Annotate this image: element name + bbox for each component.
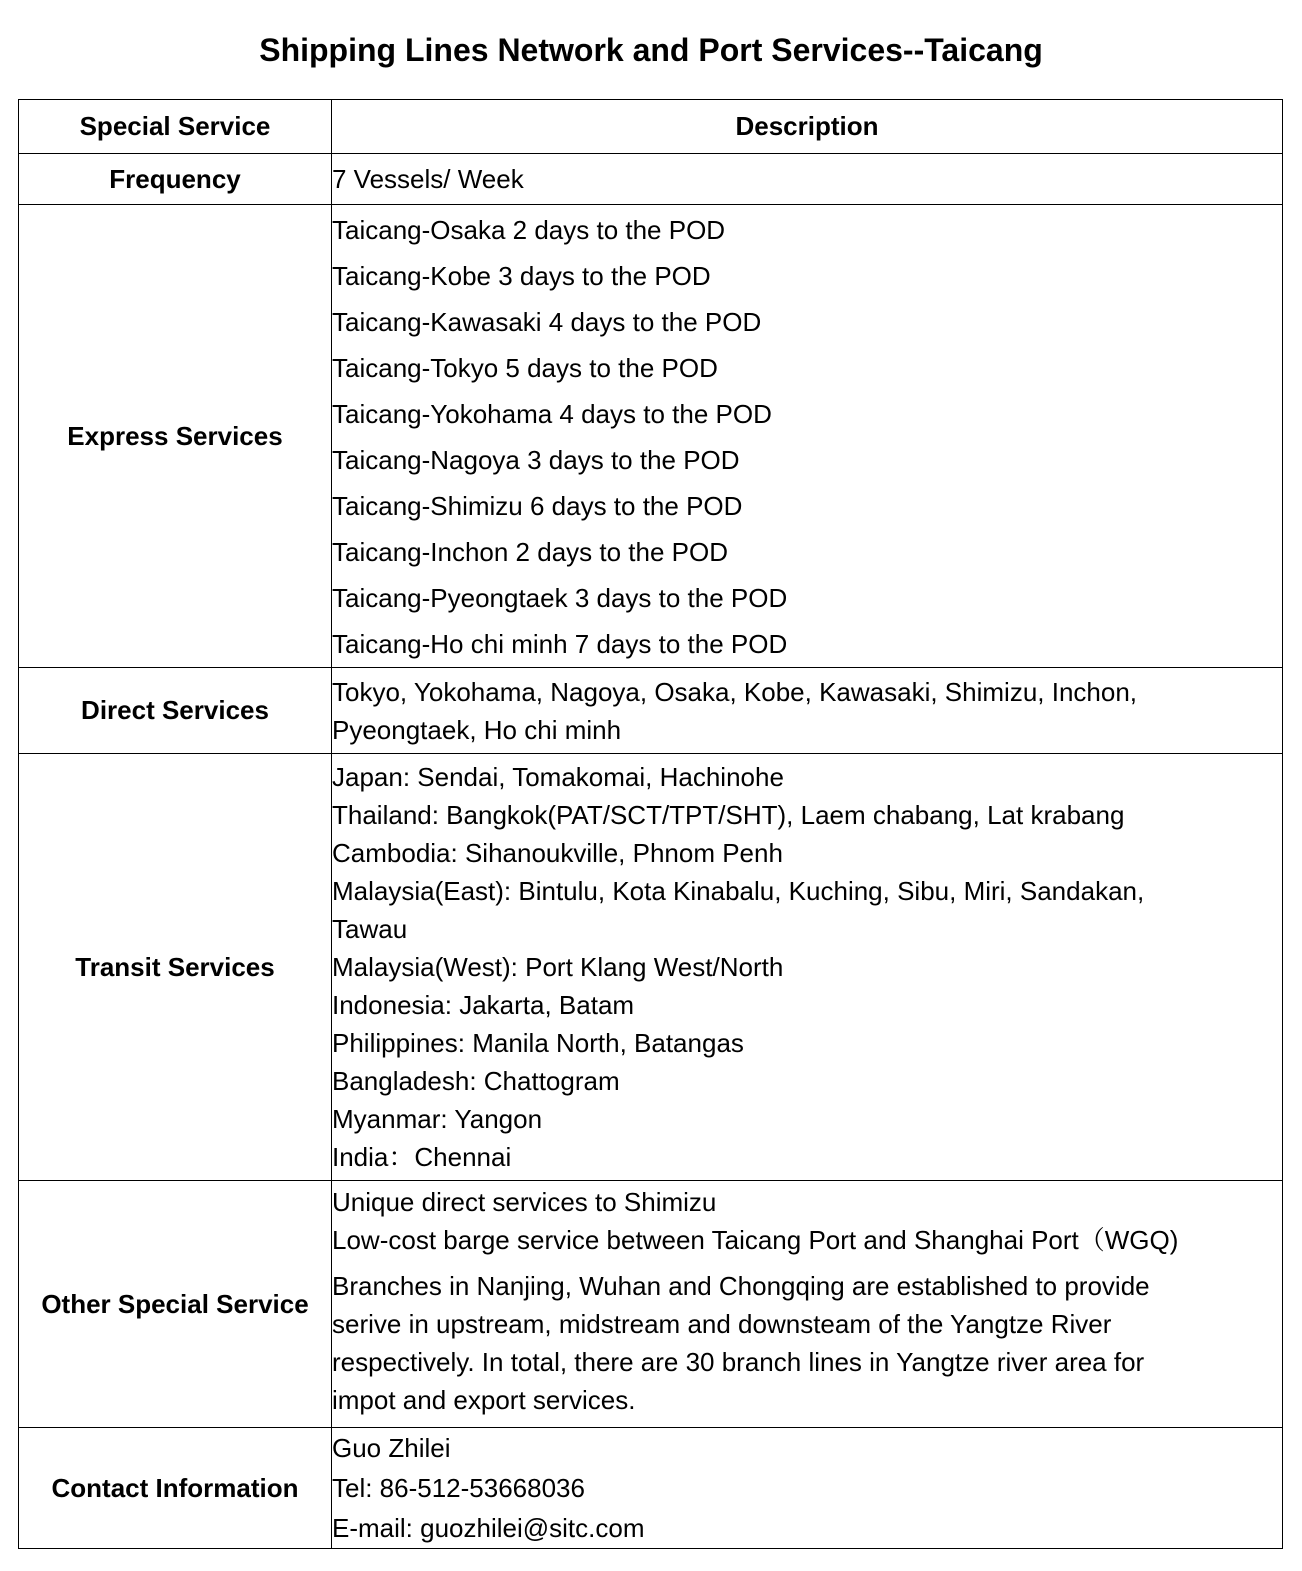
table-row	[19, 154, 1283, 205]
page-title: Shipping Lines Network and Port Services--Taicang	[259, 32, 1043, 68]
table-row	[19, 205, 1283, 668]
list-item: Taicang-Pyeongtaek 3 days to the POD	[332, 583, 788, 613]
list-item: Cambodia: Sihanoukville, Phnom Penh	[332, 838, 783, 868]
list-item: Bangladesh: Chattogram	[332, 1066, 620, 1096]
frequency-value: 7 Vessels/ Week	[332, 154, 1283, 205]
table-row	[19, 754, 1283, 1181]
paragraph-line: respectively. In total, there are 30 branch lines in Yangtze river area for	[332, 1347, 1145, 1377]
list-item: Myanmar: Yangon	[332, 1104, 543, 1134]
list-item: Low-cost barge service between Taicang Port and Shanghai Port（WGQ)	[332, 1225, 1179, 1255]
list-item: Tokyo, Yokohama, Nagoya, Osaka, Kobe, Kawasaki, Shimizu, Inchon,	[332, 676, 1138, 707]
table-header-row	[19, 100, 1283, 154]
other-services-list	[332, 1181, 1283, 1428]
list-item: Taicang-Kobe 3 days to the POD	[332, 261, 711, 291]
row-label-transit: Transit Services	[19, 754, 332, 1181]
list-item: India：Chennai	[332, 1142, 512, 1172]
list-item: Taicang-Inchon 2 days to the POD	[332, 537, 729, 567]
list-item: Tawau	[332, 914, 408, 944]
list-item: Taicang-Shimizu 6 days to the POD	[332, 491, 743, 521]
express-services-list	[332, 205, 1283, 668]
list-item: Taicang-Tokyo 5 days to the POD	[332, 353, 718, 383]
transit-services-list	[332, 754, 1283, 1181]
paragraph-line: impot and export services.	[332, 1385, 636, 1415]
services-table	[18, 99, 1283, 1549]
list-item: Taicang-Yokohama 4 days to the POD	[332, 399, 772, 429]
row-label-express: Express Services	[19, 205, 332, 668]
direct-services-list	[332, 668, 1283, 754]
list-item: Pyeongtaek, Ho chi minh	[332, 714, 622, 745]
paragraph-line: Branches in Nanjing, Wuhan and Chongqing are established to provide	[332, 1271, 1150, 1301]
list-item: Taicang-Nagoya 3 days to the POD	[332, 445, 740, 475]
row-label-contact: Contact Information	[19, 1428, 332, 1549]
header-special-service: Special Service	[19, 100, 332, 154]
table-row	[19, 1428, 1283, 1549]
list-item: Philippines: Manila North, Batangas	[332, 1028, 744, 1058]
list-item: Malaysia(West): Port Klang West/North	[332, 952, 784, 982]
list-item: Indonesia: Jakarta, Batam	[332, 990, 635, 1020]
list-item: Thailand: Bangkok(PAT/SCT/TPT/SHT), Laem chabang, Lat krabang	[332, 800, 1125, 830]
contact-email: E-mail: guozhilei@sitc.com	[332, 1513, 645, 1543]
list-item: Malaysia(East): Bintulu, Kota Kinabalu, Kuching, Sibu, Miri, Sandakan,	[332, 876, 1145, 906]
list-item: Unique direct services to Shimizu	[332, 1187, 717, 1217]
row-label-frequency: Frequency	[19, 154, 332, 205]
row-label-direct: Direct Services	[19, 668, 332, 754]
list-item: Taicang-Ho chi minh 7 days to the POD	[332, 629, 788, 659]
table-row	[19, 668, 1283, 754]
list-item: Japan: Sendai, Tomakomai, Hachinohe	[332, 762, 784, 792]
contact-details	[332, 1428, 1283, 1549]
header-description: Description	[332, 100, 1283, 154]
list-item: Taicang-Kawasaki 4 days to the POD	[332, 307, 762, 337]
contact-name: Guo Zhilei	[332, 1433, 451, 1463]
row-label-other: Other Special Service	[19, 1181, 332, 1428]
contact-tel: Tel: 86-512-53668036	[332, 1473, 585, 1503]
paragraph-line: serive in upstream, midstream and downsteam of the Yangtze River	[332, 1309, 1112, 1339]
list-item: Taicang-Osaka 2 days to the POD	[332, 215, 726, 245]
table-row	[19, 1181, 1283, 1428]
